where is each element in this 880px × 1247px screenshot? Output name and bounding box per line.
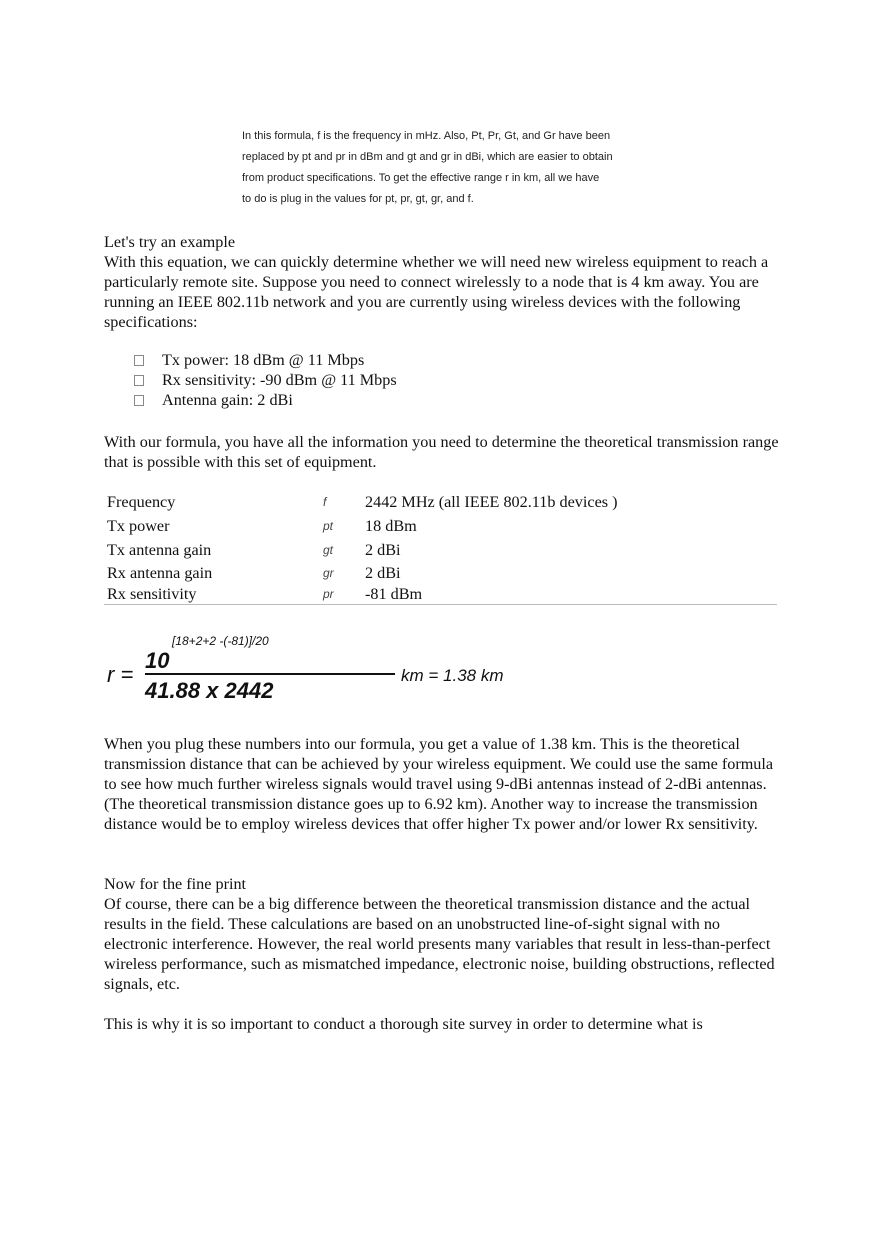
list-item-text: Antenna gain: 2 dBi <box>162 391 293 409</box>
table-row <box>104 562 777 584</box>
closing-text: This is why it is so important to conduct a thorough site survey in order to determine what is <box>104 1015 703 1033</box>
row-value: 2 dBi <box>365 564 401 582</box>
bullet-box-icon <box>134 355 144 366</box>
result-paragraph: When you plug these numbers into our formula, you get a value of 1.38 km. This is the theoretical transmission distance that can be achieved by your wireless equipment. We could use the same formula to see how much further wireless signals would travel using 9-dBi antennas instead of 2-dBi antennas. (The theoretical transmission distance goes up to 6.92 km). Another way to increase the transmission distance would be to employ wireless devices that offer higher Tx power and/or lower Rx sensitivity. <box>104 735 774 833</box>
row-name: Frequency <box>107 492 176 511</box>
excerpt-line: In this formula, f is the frequency in mHz. Also, Pt, Pr, Gt, and Gr have been <box>242 130 611 142</box>
list-item <box>104 390 704 410</box>
range-equation <box>105 630 525 710</box>
example-heading: Let's try an example <box>104 233 236 251</box>
row-name: Rx antenna gain <box>107 564 213 582</box>
row-value: 2 dBi <box>365 541 401 559</box>
table-row <box>104 489 777 514</box>
list-item-text: Rx sensitivity: -90 dBm @ 11 Mbps <box>162 371 397 389</box>
example-body: With this equation, we can quickly determine whether we will need new wireless equipment to reach a particularly remote site. Suppose you need to connect wirelessly to a node that is 4 km away. You are running an IEEE 802.11b network and you are currently using wireless devices with the following specifications: <box>104 253 769 331</box>
excerpt-line: to do is plug in the values for pt, pr, gt, gr, and f. <box>242 193 474 205</box>
bullet-box-icon <box>134 375 144 386</box>
list-item <box>104 350 704 370</box>
example-section <box>104 232 784 332</box>
table-row <box>104 514 777 538</box>
equation-numerator: 10 <box>145 648 170 673</box>
row-name: Rx sensitivity <box>107 585 197 603</box>
equation-exponent: [18+2+2 -(-81)]/20 <box>172 634 269 648</box>
spec-bullet-list <box>104 350 704 410</box>
formula-intro <box>104 432 784 472</box>
excerpt-line: replaced by pt and pr in dBm and gt and gr in dBi, which are easier to obtain <box>242 151 613 163</box>
excerpt-line: from product specifications. To get the effective range r in km, all we have <box>242 172 600 184</box>
equation-result: km = 1.38 km <box>401 666 504 685</box>
fraction-bar <box>145 673 395 675</box>
row-symbol: gr <box>323 566 334 580</box>
row-symbol: pr <box>323 587 334 601</box>
fine-print-heading: Now for the fine print <box>104 875 247 893</box>
bullet-box-icon <box>134 395 144 406</box>
table-row <box>104 538 777 562</box>
row-name: Tx power <box>107 517 170 535</box>
list-item-text: Tx power: 18 dBm @ 11 Mbps <box>162 351 365 369</box>
closing-section <box>104 1014 784 1034</box>
row-value: 18 dBm <box>365 517 417 535</box>
fine-print-body: Of course, there can be a big difference between the theoretical transmission distance and the actual results in the field. These calculations are based on an unobstructed line-of-sight signal with no electronic interference. However, the real world presents many variables that result in less-than-perfect wireless performance, such as mismatched impedance, electronic noise, building obstructions, reflected signals, etc. <box>104 895 775 993</box>
formula-intro-text: With our formula, you have all the information you need to determine the theoretical transmission range that is possible with this set of equipment. <box>104 433 779 471</box>
row-value: -81 dBm <box>365 585 423 603</box>
row-name: Tx antenna gain <box>107 541 212 559</box>
row-symbol: gt <box>323 543 334 557</box>
list-item <box>104 370 704 390</box>
table-row <box>104 584 777 604</box>
fine-print-section <box>104 874 776 994</box>
equation-lhs: r = <box>107 662 134 687</box>
equation-denominator: 41.88 x 2442 <box>145 678 274 703</box>
row-symbol: f <box>323 494 327 509</box>
result-section <box>104 734 776 834</box>
row-symbol: pt <box>323 519 334 533</box>
formula-explanation-excerpt <box>242 126 662 210</box>
row-value: 2442 MHz (all IEEE 802.11b devices ) <box>365 492 618 511</box>
spec-table <box>104 489 777 605</box>
